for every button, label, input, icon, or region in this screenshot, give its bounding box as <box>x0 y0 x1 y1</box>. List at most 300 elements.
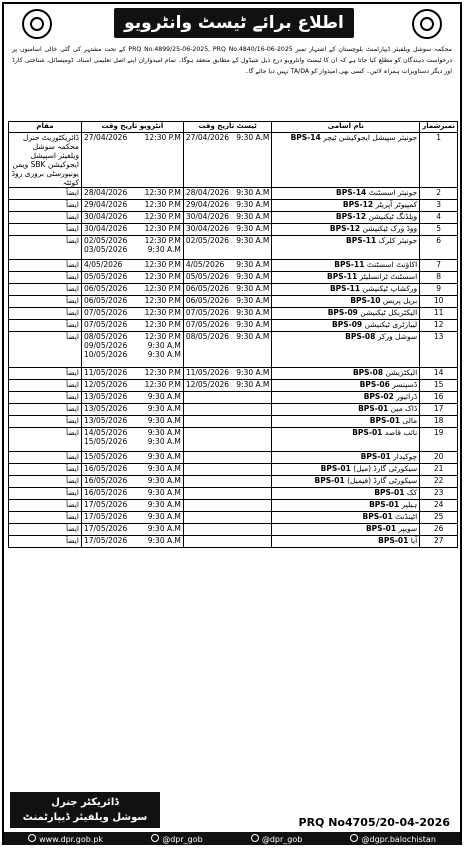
cell-post <box>272 236 420 260</box>
post-bps: BPS-06 <box>359 380 390 389</box>
table-row <box>9 188 458 200</box>
table-row <box>9 200 458 212</box>
cell-post <box>272 224 420 236</box>
header <box>4 4 460 46</box>
intro-text: محکمہ سوشل ویلفیئر ڈیپارٹمنٹ بلوچستان کے اشتہار نمبر PRQ No.4899/25-06-2025, PRQ No.4840/16-06-2025 کے تحت مشتہر کی گئی خالی اسامیوں پر درخواست دہندگان کو مطلع کیا جاتا ہے کہ ان کا ٹیسٹ وانٹرویو درج ذیل شیڈول کے مطابق منعقد ہوگا۔ تمام امیدواران اپنے اصل تعلیمی اسناد، ڈومیسائل، شناختی کارڈ اور دیگر دستاویزات ہمراہ لائیں۔ کسی بھی امیدوار کو TA/DA نہیں دیا جائے گا۔ <box>12 46 452 75</box>
cell-test <box>183 260 272 272</box>
cell-number: 16 <box>420 392 458 404</box>
table-row <box>9 452 458 464</box>
cell-test <box>183 416 272 428</box>
post-name: اٹینڈنٹ <box>395 512 418 521</box>
post-bps: BPS-11 <box>346 236 377 245</box>
interview-datetime <box>84 272 181 281</box>
cell-number: 22 <box>420 476 458 488</box>
table-row <box>9 296 458 308</box>
interview-time: 9:30 A.M <box>147 476 181 485</box>
cell-interview <box>81 380 183 392</box>
interview-datetime <box>84 200 181 209</box>
interview-time: 9:30 A.M <box>147 245 181 254</box>
cell-place: ایضاً <box>9 188 82 200</box>
interview-date: 03/05/2026 <box>83 245 128 254</box>
interview-datetime <box>84 488 181 497</box>
cell-place: ایضاً <box>9 380 82 392</box>
post-bps: BPS-01 <box>374 488 405 497</box>
cell-post <box>272 428 420 452</box>
cell-post <box>272 308 420 320</box>
cell-test <box>183 380 272 392</box>
cell-number: 3 <box>420 200 458 212</box>
interview-time: 12:30 P.M <box>144 296 181 305</box>
post-name: سویپر <box>398 524 418 533</box>
interview-time: 9:30 A.M <box>147 350 181 359</box>
cell-interview <box>81 392 183 404</box>
post-name: بریل پریس <box>382 296 418 305</box>
post-name: سیکورٹی گارڈ (فیمیل) <box>347 476 418 485</box>
cell-number: 20 <box>420 452 458 464</box>
interview-date: 29/04/2026 <box>83 200 128 209</box>
interview-date: 15/05/2026 <box>83 437 128 446</box>
test-time: 9:30 A.M <box>236 368 270 377</box>
post-bps: BPS-02 <box>363 392 394 401</box>
cell-interview <box>81 488 183 500</box>
cell-post <box>272 536 420 548</box>
cell-number: 15 <box>420 380 458 392</box>
cell-post <box>272 392 420 404</box>
interview-date: 13/05/2026 <box>83 404 128 413</box>
interview-datetime <box>84 260 181 269</box>
test-time: 9:30 A.M <box>236 308 270 317</box>
test-datetime <box>186 188 270 197</box>
interview-date: 30/04/2026 <box>83 212 128 221</box>
interview-datetime <box>84 224 181 233</box>
post-bps: BPS-14 <box>336 188 367 197</box>
test-date: 27/04/2026 <box>185 133 230 142</box>
cell-place: ایضاً <box>9 272 82 284</box>
cell-post <box>272 332 420 368</box>
cell-post <box>272 200 420 212</box>
table-header-row <box>9 122 458 133</box>
cell-place: ایضاً <box>9 428 82 452</box>
interview-datetime <box>84 212 181 221</box>
post-bps: BPS-01 <box>314 476 345 485</box>
instagram-icon <box>251 834 259 842</box>
table-row <box>9 133 458 188</box>
post-bps: BPS-11 <box>327 272 358 281</box>
schedule-table <box>8 121 458 548</box>
cell-number: 11 <box>420 308 458 320</box>
table-row <box>9 272 458 284</box>
test-datetime <box>186 260 270 269</box>
post-name: چوکیدار <box>393 452 418 461</box>
cell-test <box>183 332 272 368</box>
post-name: اسسٹنٹ ٹرانسلیٹر <box>359 272 418 281</box>
cell-test <box>183 200 272 212</box>
post-name: ڈسپنسر <box>392 380 418 389</box>
cell-place: ایضاً <box>9 332 82 368</box>
facebook-icon <box>350 834 358 842</box>
test-date: 30/04/2026 <box>185 224 230 233</box>
cell-post <box>272 284 420 296</box>
social-link[interactable] <box>251 834 303 844</box>
header-place: مقام <box>9 122 82 133</box>
interview-time: 9:30 A.M <box>147 500 181 509</box>
table-row <box>9 512 458 524</box>
post-bps: BPS-08 <box>345 332 376 341</box>
cell-number: 23 <box>420 488 458 500</box>
interview-time: 9:30 A.M <box>147 464 181 473</box>
post-bps: BPS-12 <box>335 212 367 221</box>
interview-datetime <box>84 188 181 197</box>
interview-datetime <box>84 341 181 350</box>
cell-number: 4 <box>420 212 458 224</box>
interview-date: 27/04/2026 <box>83 133 128 142</box>
post-bps: BPS-11 <box>329 284 361 293</box>
test-datetime <box>186 200 270 209</box>
table-row <box>9 224 458 236</box>
test-date: 05/05/2026 <box>185 272 230 281</box>
cell-post <box>272 512 420 524</box>
post-name: سوشل ورکر <box>377 332 418 341</box>
post-name: ووڈ ورک ٹیکنیشن <box>362 224 418 233</box>
cell-place: ایضاً <box>9 368 82 380</box>
cell-interview <box>81 200 183 212</box>
cell-test <box>183 320 272 332</box>
cell-test <box>183 236 272 260</box>
cell-post <box>272 272 420 284</box>
cell-post <box>272 488 420 500</box>
interview-time: 12:30 P.M <box>144 308 181 317</box>
post-bps: BPS-01 <box>320 464 351 473</box>
cell-place: ایضاً <box>9 284 82 296</box>
interview-datetime <box>84 404 181 413</box>
interview-date: 17/05/2026 <box>83 500 128 509</box>
test-date: 02/05/2026 <box>185 236 230 245</box>
cell-interview <box>81 476 183 488</box>
interview-datetime <box>84 308 181 317</box>
table-body <box>9 133 458 548</box>
social-link[interactable] <box>28 834 103 844</box>
cell-test <box>183 392 272 404</box>
cell-place: ایضاً <box>9 512 82 524</box>
cell-number: 12 <box>420 320 458 332</box>
cell-post <box>272 368 420 380</box>
cell-post <box>272 260 420 272</box>
cell-post <box>272 380 420 392</box>
table-row <box>9 488 458 500</box>
cell-post <box>272 500 420 512</box>
interview-time: 9:30 A.M <box>147 524 181 533</box>
cell-place: ایضاً <box>9 320 82 332</box>
interview-datetime <box>84 368 181 377</box>
cell-place: ایضاً <box>9 224 82 236</box>
social-handle: @dpr_gob <box>261 834 303 844</box>
test-time: 9:30 A.M <box>236 236 270 245</box>
post-bps: BPS-01 <box>365 524 397 533</box>
post-bps: BPS-01 <box>352 428 383 437</box>
test-date: 4/05/2026 <box>185 260 225 269</box>
table-row <box>9 260 458 272</box>
social-link[interactable] <box>151 834 203 844</box>
cell-post <box>272 320 420 332</box>
post-bps: BPS-12 <box>329 224 361 233</box>
interview-date: 17/05/2026 <box>83 512 128 521</box>
test-date: 07/05/2026 <box>185 320 230 329</box>
post-name: ہیلپر <box>401 500 418 509</box>
interview-time: 12:30 P.M <box>144 380 181 389</box>
social-handle: @dpr_gob <box>162 834 203 844</box>
test-time: 9:30 A.M <box>236 188 270 197</box>
interview-datetime <box>84 380 181 389</box>
cell-interview <box>81 224 183 236</box>
cell-post <box>272 133 420 188</box>
test-date: 07/05/2026 <box>185 308 230 317</box>
cell-test <box>183 452 272 464</box>
table-row <box>9 332 458 368</box>
cell-test <box>183 476 272 488</box>
test-datetime <box>186 236 270 245</box>
cell-test <box>183 308 272 320</box>
interview-date: 4/05/2026 <box>83 260 123 269</box>
cell-post <box>272 476 420 488</box>
interview-time: 9:30 A.M <box>147 488 181 497</box>
table-row <box>9 524 458 536</box>
interview-datetime <box>84 416 181 425</box>
test-datetime <box>186 308 270 317</box>
cell-interview <box>81 272 183 284</box>
post-bps: BPS-09 <box>331 320 363 329</box>
interview-date: 14/05/2026 <box>83 428 128 437</box>
post-name: کک <box>406 488 418 497</box>
interview-datetime <box>84 296 181 305</box>
social-handle: @dgpr.balochistan <box>361 834 436 844</box>
cell-test <box>183 188 272 200</box>
govt-emblem-icon <box>412 9 442 39</box>
cell-number: 8 <box>420 272 458 284</box>
table-row <box>9 476 458 488</box>
cell-post <box>272 188 420 200</box>
cell-interview <box>81 428 183 452</box>
test-date: 08/05/2026 <box>185 332 230 341</box>
interview-date: 09/05/2026 <box>83 341 128 350</box>
cell-number: 9 <box>420 284 458 296</box>
test-datetime <box>186 332 270 341</box>
interview-time: 12:30 P.M <box>144 236 181 245</box>
post-name: ڈاک مین <box>390 404 418 413</box>
header-post: نام اسامی <box>272 122 420 133</box>
cell-test <box>183 272 272 284</box>
cell-place: ایضاً <box>9 296 82 308</box>
cell-place: ایضاً <box>9 200 82 212</box>
table-row <box>9 320 458 332</box>
interview-time: 12:30 P.M <box>144 284 181 293</box>
cell-number: 17 <box>420 404 458 416</box>
interview-time: 9:30 A.M <box>147 428 181 437</box>
x-icon <box>151 834 159 842</box>
test-time: 9:30 A.M <box>236 133 270 142</box>
cell-post <box>272 404 420 416</box>
cell-interview <box>81 236 183 260</box>
post-bps: BPS-09 <box>327 308 358 317</box>
table-row <box>9 392 458 404</box>
interview-date: 11/05/2026 <box>83 368 128 377</box>
table-row <box>9 464 458 476</box>
signature-title: ڈائریکٹر جنرل <box>51 797 119 808</box>
table-row <box>9 368 458 380</box>
interview-datetime <box>84 332 181 341</box>
cell-test <box>183 488 272 500</box>
dpr-logo-icon <box>22 9 52 39</box>
signature-block <box>10 792 160 828</box>
interview-datetime <box>84 350 181 359</box>
cell-interview <box>81 500 183 512</box>
interview-datetime <box>84 245 181 254</box>
interview-date: 28/04/2026 <box>83 188 128 197</box>
cell-place: ایضاً <box>9 308 82 320</box>
interview-datetime <box>84 392 181 401</box>
post-name: لیبارٹری ٹیکنیشن <box>364 320 418 329</box>
test-time: 9:30 A.M <box>236 320 270 329</box>
cell-test <box>183 224 272 236</box>
interview-time: 12:30 P.M <box>144 200 181 209</box>
table-row <box>9 404 458 416</box>
interview-date: 05/05/2026 <box>83 272 128 281</box>
cell-interview <box>81 260 183 272</box>
interview-time: 12:30 P.M <box>144 212 181 221</box>
cell-number: 6 <box>420 236 458 260</box>
post-bps: BPS-11 <box>334 260 365 269</box>
cell-number: 18 <box>420 416 458 428</box>
cell-interview <box>81 416 183 428</box>
cell-place: ایضاً <box>9 524 82 536</box>
test-date: 11/05/2026 <box>185 368 230 377</box>
cell-number: 19 <box>420 428 458 452</box>
post-name: جونیئر کلرک <box>378 236 418 245</box>
test-time: 9:30 A.M <box>236 296 270 305</box>
table-row <box>9 380 458 392</box>
cell-interview <box>81 368 183 380</box>
cell-place: ایضاً <box>9 464 82 476</box>
cell-place: ایضاً <box>9 476 82 488</box>
interview-time: 9:30 A.M <box>147 512 181 521</box>
cell-interview <box>81 308 183 320</box>
interview-date: 07/05/2026 <box>83 308 128 317</box>
interview-time: 12:30 P.M <box>144 133 181 142</box>
interview-datetime <box>84 500 181 509</box>
social-handle: www.dpr.gob.pk <box>39 834 104 844</box>
interview-datetime <box>84 284 181 293</box>
table-row <box>9 428 458 452</box>
interview-date: 17/05/2026 <box>83 524 128 533</box>
cell-interview <box>81 404 183 416</box>
test-date: 12/05/2026 <box>185 380 230 389</box>
page-title: اطلاع برائے ٹیسٹ وانٹرویو <box>114 8 354 38</box>
post-name: ورکشاپ ٹیکنیشن <box>362 284 418 293</box>
cell-interview <box>81 133 183 188</box>
cell-place: ایضاً <box>9 488 82 500</box>
cell-interview <box>81 188 183 200</box>
table-row <box>9 284 458 296</box>
interview-time: 12:30 P.M <box>144 188 181 197</box>
interview-date: 08/05/2026 <box>83 332 128 341</box>
cell-test <box>183 428 272 452</box>
interview-time: 9:30 A.M <box>147 536 181 545</box>
cell-post <box>272 416 420 428</box>
post-bps: BPS-01 <box>360 452 391 461</box>
test-time: 9:30 A.M <box>236 212 270 221</box>
post-bps: BPS-08 <box>352 368 384 377</box>
cell-place: ایضاً <box>9 404 82 416</box>
interview-datetime <box>84 464 181 473</box>
post-bps: BPS-01 <box>358 404 389 413</box>
post-bps: BPS-01 <box>378 536 409 545</box>
cell-interview <box>81 320 183 332</box>
cell-place: ڈائریکٹوریٹ جنرل محکمہ سوشل ویلفیئر اسپیشل ایجوکیشن SBK ویمن یونیورسٹی بروری روڈ کوئٹہ <box>9 133 82 188</box>
test-date: 28/04/2026 <box>185 188 230 197</box>
advertisement <box>2 2 462 845</box>
cell-place: ایضاً <box>9 536 82 548</box>
cell-test <box>183 368 272 380</box>
interview-time: 12:30 P.M <box>144 368 181 377</box>
social-link[interactable] <box>350 834 435 844</box>
interview-time: 9:30 A.M <box>147 437 181 446</box>
test-date: 06/05/2026 <box>185 284 230 293</box>
cell-test <box>183 296 272 308</box>
globe-icon <box>28 834 36 842</box>
post-name: الیکٹریشن <box>385 368 418 377</box>
interview-datetime <box>84 133 181 142</box>
test-date: 06/05/2026 <box>185 296 230 305</box>
cell-number: 14 <box>420 368 458 380</box>
interview-time: 12:30 P.M <box>144 260 181 269</box>
cell-test <box>183 500 272 512</box>
interview-date: 16/05/2026 <box>83 476 128 485</box>
cell-place: ایضاً <box>9 416 82 428</box>
cell-number: 2 <box>420 188 458 200</box>
interview-time: 9:30 A.M <box>147 404 181 413</box>
cell-test <box>183 536 272 548</box>
interview-time: 9:30 A.M <box>147 392 181 401</box>
interview-date: 12/05/2026 <box>83 380 128 389</box>
cell-post <box>272 212 420 224</box>
cell-number: 26 <box>420 524 458 536</box>
post-name: اکاؤنٹ اسسٹنٹ <box>366 260 418 269</box>
header-number: نمبرشمار <box>420 122 458 133</box>
test-datetime <box>186 320 270 329</box>
post-name: سیکورٹی گارڈ (میل) <box>353 464 418 473</box>
test-time: 9:30 A.M <box>236 284 270 293</box>
test-datetime <box>186 380 270 389</box>
cell-post <box>272 296 420 308</box>
interview-date: 07/05/2026 <box>83 320 128 329</box>
test-datetime <box>186 272 270 281</box>
interview-datetime <box>84 536 181 545</box>
table-row <box>9 308 458 320</box>
cell-interview <box>81 524 183 536</box>
cell-number: 27 <box>420 536 458 548</box>
post-bps: BPS-01 <box>369 416 400 425</box>
header-test: ٹیسٹ تاریخ وقت <box>183 122 272 133</box>
post-name: ویلڈنگ ٹیکنیشن <box>368 212 418 221</box>
cell-test <box>183 133 272 188</box>
post-name: جونیئر اسسٹنٹ <box>368 188 418 197</box>
post-name: ڈرائیور <box>396 392 418 401</box>
post-bps: BPS-01 <box>369 500 400 509</box>
cell-interview <box>81 536 183 548</box>
header-interview: انٹرویو تاریخ وقت <box>81 122 183 133</box>
test-datetime <box>186 212 270 221</box>
cell-place: ایضاً <box>9 260 82 272</box>
interview-time: 12:30 P.M <box>144 224 181 233</box>
